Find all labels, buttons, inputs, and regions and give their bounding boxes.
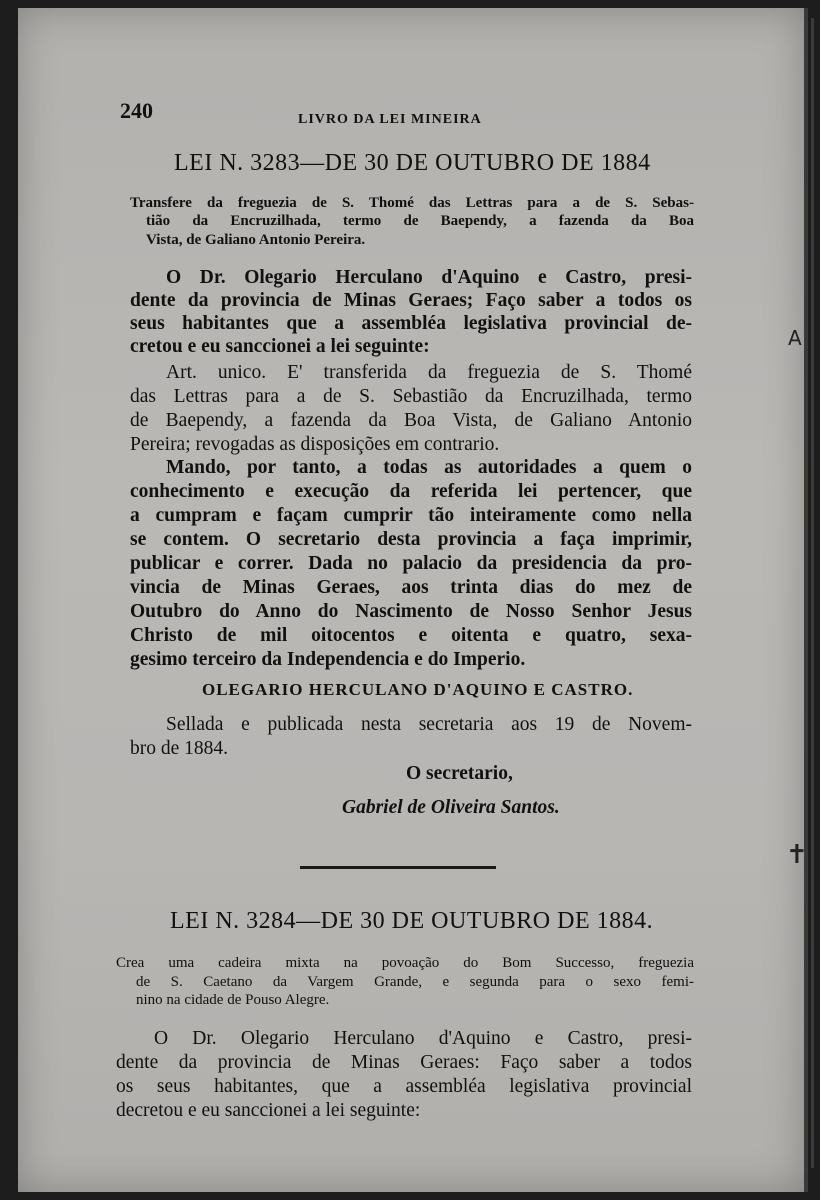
- law1-mando-line: conhecimento e execução da referida lei pertencer, que: [130, 481, 692, 502]
- law1-mando-line: a cumpram e façam cumprir tão inteiramente como nella: [130, 505, 692, 526]
- law1-article-line: Pereira; revogadas as disposições em contrario.: [130, 434, 500, 455]
- law1-mando-line: publicar e correr. Dada no palacio da presidencia da pro-: [130, 553, 692, 574]
- margin-mark-a: A: [788, 326, 802, 350]
- section-divider: [300, 866, 496, 869]
- law1-article-line: das Lettras para a de S. Sebastião da Encruzilhada, termo: [130, 386, 692, 407]
- law1-mando-line: gesimo terceiro da Independencia e do Imperio.: [130, 649, 526, 670]
- law2-preamble-line: O Dr. Olegario Herculano d'Aquino e Castro, presi-: [154, 1028, 692, 1049]
- law2-preamble-line: decretou e eu sanccionei a lei seguinte:: [116, 1100, 421, 1121]
- law1-mando-line: Outubro do Anno do Nascimento de Nosso Senhor Jesus: [130, 601, 692, 622]
- law1-mando-line: Christo de mil oitocentos e oitenta e quatro, sexa-: [130, 625, 692, 646]
- page-number: 240: [120, 98, 153, 123]
- law1-sellada-line: bro de 1884.: [130, 738, 229, 759]
- law1-summary-line: Transfere da freguezia de S. Thomé das Lettras para a de S. Sebas-: [130, 195, 694, 211]
- law1-preamble-line: dente da provincia de Minas Geraes; Faço saber a todos os: [130, 290, 692, 311]
- law1-article-line: Art. unico. E' transferida da freguezia de S. Thomé: [166, 362, 692, 383]
- law2-summary-line: Crea uma cadeira mixta na povoação do Bom Successo, freguezia: [116, 955, 694, 971]
- law1-mando-line: vincia de Minas Geraes, aos trinta dias do mez de: [130, 577, 692, 598]
- law1-mando-line: se contem. O secretario desta provincia a faça imprimir,: [130, 529, 692, 550]
- right-edge-rule: [811, 18, 814, 1168]
- law1-secretary-label: O secretario,: [406, 763, 513, 784]
- law1-secretary-name: Gabriel de Oliveira Santos.: [342, 797, 560, 818]
- law2-preamble-line: dente da provincia de Minas Geraes: Faço saber a todos: [116, 1052, 692, 1073]
- law1-sellada-line: Sellada e publicada nesta secretaria aos 19 de Novem-: [166, 714, 692, 735]
- law1-preamble-line: seus habitantes que a assembléa legislativa provincial de-: [130, 313, 692, 334]
- margin-cross-mark: ✝: [786, 840, 808, 870]
- law1-title: LEI N. 3283—DE 30 DE OUTUBRO DE 1884: [174, 150, 651, 176]
- law1-summary-line: tião da Encruzilhada, termo de Baependy, a fazenda da Boa: [146, 213, 694, 229]
- law2-summary-line: nino na cidade de Pouso Alegre.: [136, 992, 330, 1008]
- law2-preamble-line: os seus habitantes, que a assembléa legislativa provincial: [116, 1076, 692, 1097]
- law1-signature: OLEGARIO HERCULANO D'AQUINO E CASTRO.: [202, 680, 634, 699]
- law1-preamble-line: cretou e eu sanccionei a lei seguinte:: [130, 336, 430, 357]
- law1-mando-line: Mando, por tanto, a todas as autoridades a quem o: [166, 457, 692, 478]
- law1-summary-line: Vista, de Galiano Antonio Pereira.: [146, 232, 366, 248]
- law2-summary-line: de S. Caetano da Vargem Grande, e segunda para o sexo femi-: [136, 974, 694, 990]
- law1-preamble-line: O Dr. Olegario Herculano d'Aquino e Castro, presi-: [166, 267, 692, 288]
- law2-title: LEI N. 3284—DE 30 DE OUTUBRO DE 1884.: [170, 908, 654, 934]
- law1-article-line: de Baependy, a fazenda da Boa Vista, de Galiano Antonio: [130, 410, 692, 431]
- running-head: LIVRO DA LEI MINEIRA: [298, 112, 482, 127]
